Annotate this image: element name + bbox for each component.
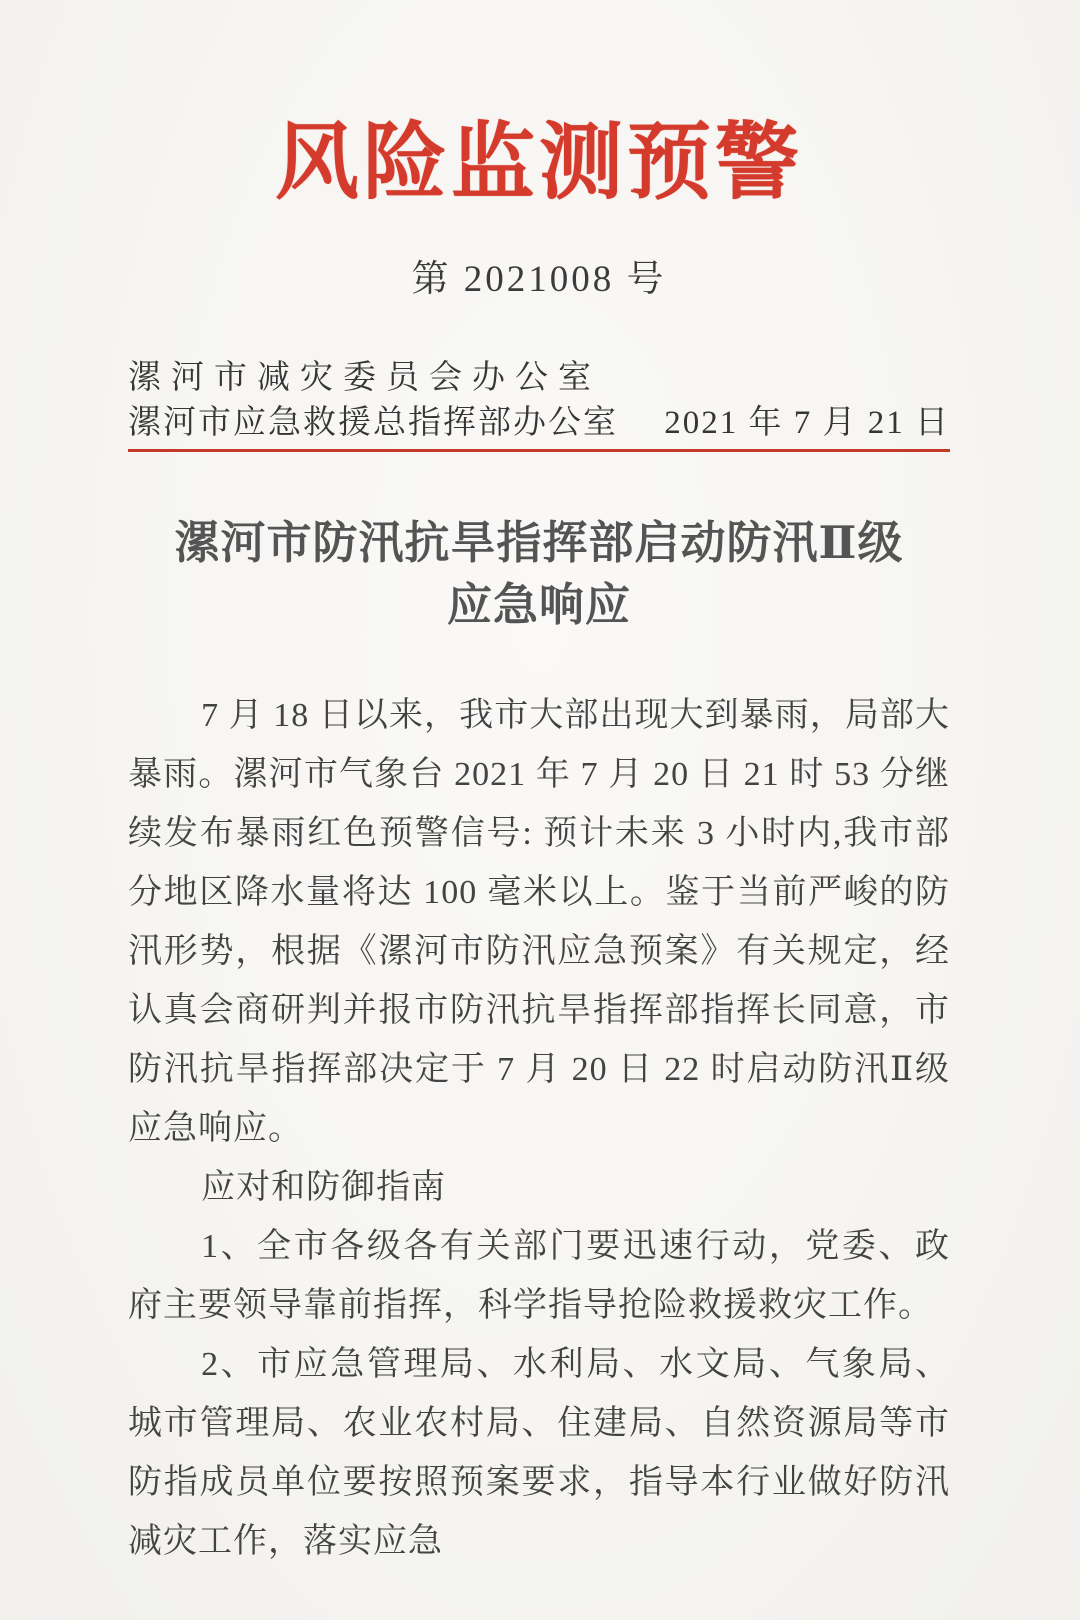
page-title: 风险监测预警 <box>274 117 803 210</box>
issuer-date-row <box>128 400 950 452</box>
paragraph-guide-title: 应对和防御指南 <box>201 1169 447 1207</box>
paragraph-main: 7 月 18 日以来，我市大部出现大到暴雨，局部大暴雨。漯河市气象台 2021 年 7 月 20 日 21 时 53 分继续发布暴雨红色预警信号: 预计未来 3 小时内,我市部分地区降水量将达 100 毫米以上。鉴于当前严峻的防汛形势，根据《漯河市防汛应急预案》有关规定，经认真会商研判并报市防汛抗旱指挥部指挥长同意，市防汛抗旱指挥部决定于 7 月 20 日 22 时启动防汛Ⅱ级应急响应。 <box>128 697 950 1148</box>
issuer-office-1: 漯河市减灾委员会办公室 <box>128 360 601 397</box>
paragraph-item-1: 1、全市各级各有关部门要迅速行动，党委、政府主要领导靠前指挥，科学指导抢险救援救灾工作。 <box>128 1228 950 1325</box>
notice-heading <box>128 512 950 636</box>
issue-date: 2021 年 7 月 21 日 <box>664 405 950 442</box>
issuer-block <box>128 356 950 452</box>
paragraph-item-2: 2、市应急管理局、水利局、水文局、气象局、城市管理局、农业农村局、住建局、自然资源局等市防指成员单位要按照预案要求，指导本行业做好防汛减灾工作，落实应急 <box>128 1346 950 1561</box>
document-number: 第 2021008 号 <box>411 259 667 301</box>
notice-heading-line1: 漯河市防汛抗旱指挥部启动防汛Ⅱ级 <box>174 518 904 569</box>
notice-heading-line2: 应急响应 <box>446 580 631 631</box>
issuer-office-2: 漯河市应急救援总指挥部办公室 <box>128 405 618 442</box>
notice-body <box>128 686 950 1571</box>
